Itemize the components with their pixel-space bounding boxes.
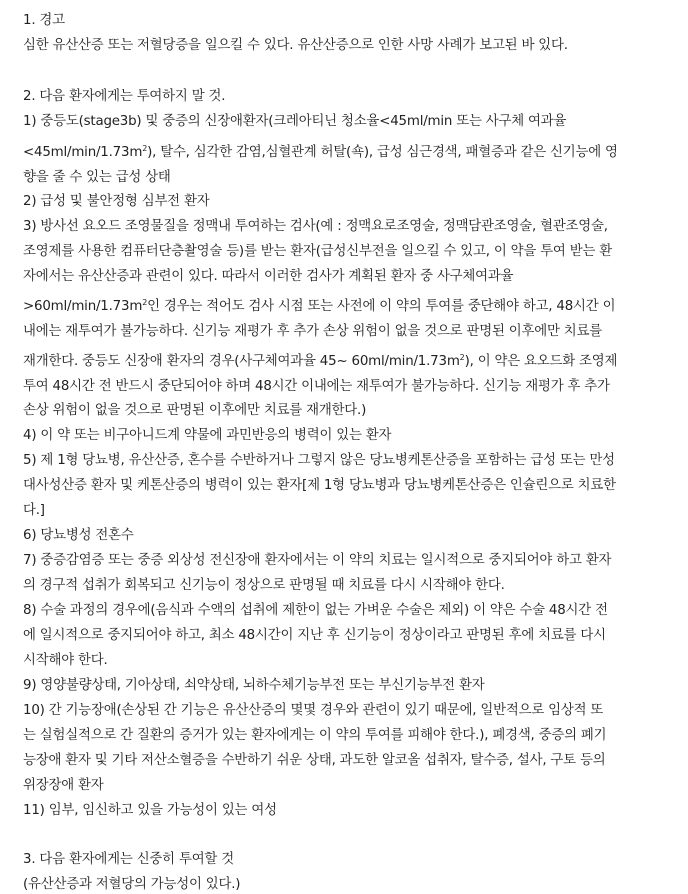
paragraph-line: 심한 유산산증 또는 저혈당증을 일으킬 수 있다. 유산산증으로 인한 사망 사례가 보고된 바 있다. [23,38,568,53]
paragraph-line: 9) 영양불량상태, 기아상태, 쇠약상태, 뇌하수체기능부전 또는 부신기능부전 환자 [23,678,485,693]
paragraph-line: $>60ml/\min/1.73m^2$인 경우는 적어도 검사 시점 또는 사전에 이 약의 투여를 중단해야 하고, 48시간 이 [23,298,616,314]
paragraph-line: $<45ml/\min/1.73m^2$), 탈수, 심각한 감염,심혈관계 허탈(쇽), 급성 심근경색, 패혈증과 같은 신기능에 영 [23,144,618,160]
paragraph-line: (유산산증과 저혈당의 가능성이 있다.) [23,877,241,892]
paragraph-line: 손상 위험이 없을 것으로 판명된 이후에만 치료를 재개한다.) [23,403,367,418]
paragraph-line: 11) 임부, 임신하고 있을 가능성이 있는 여성 [23,803,277,818]
paragraph-line: 는 실험실적으로 간 질환의 증거가 있는 환자에게는 이 약의 투여를 피해야 한다.), 폐경색, 중증의 폐기 [23,728,607,743]
paragraph-line: 재개한다. 중등도 신장애 환자의 경우(사구체여과율 45~ $60ml/\min/1.73m^2$), 이 약은 요오드화 조영제 [23,353,618,369]
paragraph-line: 투여 48시간 전 반드시 중단되어야 하며 48시간 이내에는 재투여가 불가능하다. 신기능 재평가 후 추가 [23,379,610,394]
section-heading-caution: 3. 다음 환자에게는 신중히 투여할 것 [23,852,234,867]
paragraph-line: 2) 급성 및 불안정형 심부전 환자 [23,194,210,209]
paragraph-line: 에 일시적으로 중지되어야 하고, 최소 48시간이 지난 후 신기능이 정상이라고 판명된 후에 치료를 다시 [23,628,606,643]
paragraph-line: 위장장애 환자 [23,778,104,793]
paragraph-line: 조영제를 사용한 컴퓨터단층촬영술 등)를 받는 환자(급성신부전을 일으킬 수 있고, 이 약을 투여 받는 환 [23,244,612,259]
paragraph-line: 1) 중등도(stage3b) 및 중증의 신장애환자(크레아티닌 청소율<45ml/min 또는 사구체 여과율 [23,114,567,129]
paragraph-line: 7) 중증감염증 또는 중증 외상성 전신장애 환자에서는 이 약의 치료는 일시적으로 중지되어야 하고 환자 [23,553,612,568]
paragraph-line: 5) 제 1형 당뇨병, 유산산증, 혼수를 수반하거나 그렇지 않은 당뇨병케톤산증을 포함하는 급성 또는 만성 [23,453,615,468]
paragraph-line: 의 경구적 섭취가 회복되고 신기능이 정상으로 판명될 때 치료를 다시 시작해야 한다. [23,578,505,593]
paragraph-line: 4) 이 약 또는 비구아니드계 약물에 과민반응의 병력이 있는 환자 [23,428,392,443]
section-heading-warning: 1. 경고 [23,13,65,28]
paragraph-line: 능장애 환자 및 기타 저산소혈증을 수반하기 쉬운 상태, 과도한 알코올 섭취자, 탈수증, 설사, 구토 등의 [23,753,606,768]
paragraph-line: 내에는 재투여가 불가능하다. 신기능 재평가 후 추가 손상 위험이 없을 것으로 판명된 이후에만 치료를 [23,324,602,339]
paragraph-line: 자에서는 유산산증과 관련이 있다. 따라서 이러한 검사가 계획된 환자 중 사구체여과율 [23,269,514,284]
paragraph-line: 3) 방사선 요오드 조영물질을 정맥내 투여하는 검사(예 : 정맥요로조영술, 정맥담관조영술, 혈관조영술, [23,219,608,234]
paragraph-line: 다.] [23,503,45,518]
section-heading-contraindications: 2. 다음 환자에게는 투여하지 말 것. [23,89,226,104]
paragraph-line: 6) 당뇨병성 전혼수 [23,528,134,543]
paragraph-line: 8) 수술 과정의 경우에(음식과 수액의 섭취에 제한이 없는 가벼운 수술은 제외) 이 약은 수술 48시간 전 [23,603,608,618]
paragraph-line: 시작해야 한다. [23,653,108,668]
paragraph-line: 대사성산증 환자 및 케톤산증의 병력이 있는 환자[제 1형 당뇨병과 당뇨병케톤산증은 인슐린으로 치료한 [23,478,616,493]
paragraph-line: 향을 줄 수 있는 급성 상태 [23,170,171,185]
paragraph-line: 10) 간 기능장애(손상된 간 기능은 유산산증의 몇몇 경우와 관련이 있기 때문에, 일반적으로 임상적 또 [23,703,604,718]
